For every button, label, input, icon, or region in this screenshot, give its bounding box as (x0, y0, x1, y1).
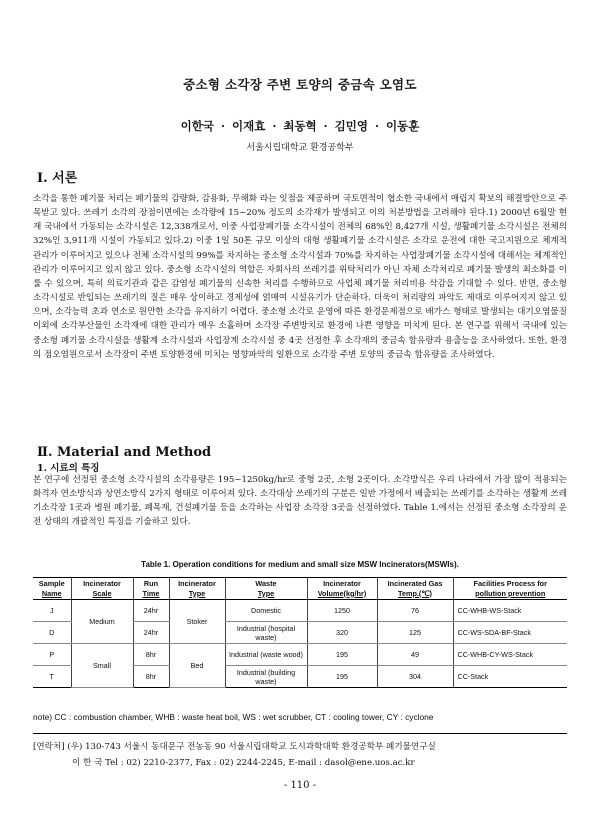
header-gas-temp: Incinerated Gas Temp.(℃) (377, 578, 453, 600)
cell-facility: CC-WS-SDA-BF-Stack (453, 622, 567, 644)
page-number: - 110 - (283, 780, 317, 791)
table-header-row (33, 578, 567, 600)
cell-temp: 125 (377, 622, 453, 644)
cell-temp: 49 (377, 644, 453, 666)
cell-run-time: 24hr (133, 622, 169, 644)
cell-facility: CC-WHB-WS-Stack (453, 600, 567, 622)
cell-sample: T (33, 666, 71, 688)
paper-title: 중소형 소각장 주변 토양의 중금속 오염도 (183, 77, 417, 92)
header-run-time: Run Time (133, 578, 169, 600)
cell-sample: J (33, 600, 71, 622)
cell-scale-small: Small (71, 644, 133, 688)
header-sample-name: Sample Name (33, 578, 71, 600)
cell-facility: CC-Stack (453, 666, 567, 688)
author-list: 이한국 · 이재효 · 최동혁 · 김민영 · 이동훈 (180, 119, 420, 133)
cell-waste: Industrial (waste wood) (225, 644, 307, 666)
table-note: note) CC : combustion chamber, WHB : waste heat boil, WS : wet scrubber, CT : cooling tower, CY : cyclone (33, 712, 434, 722)
footer-divider (33, 733, 567, 734)
method-paragraph: 본 연구에 선정된 중소형 소각시설의 소각용량은 195~1250kg/hr로 중형 2곳, 소형 2곳이다. 소각방식은 우리 나라에서 가장 많이 적용되는 화격자 연소방식과 상연소방식 2가지 형태로 이루어져 있다. 소각대상 쓰레기의 구분은 일반 가정에서 배출되는 쓰레기를 소각하는 생활계 쓰레기소각장 1곳과 병원 폐기물, 폐목재, 건설폐기물 등을 소각하는 사업장 소각장 3곳을 선정하였다. Table 1.에서는 선정된 중소형 소각장의 운전 상태의 개괄적인 특징을 기술하고 있다. (33, 475, 567, 528)
table-row (33, 600, 567, 622)
cell-waste: Domestic (225, 600, 307, 622)
header-incinerator-volume: Incinerator Volume(kg/hr) (307, 578, 377, 600)
cell-run-time: 24hr (133, 600, 169, 622)
subsection-heading-samples: 1. 시료의 특징 (37, 463, 100, 474)
header-incinerator-scale: Incinerator Scale (71, 578, 133, 600)
introduction-paragraph: 소각을 통한 폐기물 처리는 폐기물의 감량화, 감용화, 무해화 라는 잇점을 제공하며 국토면적이 협소한 국내에서 매립지 확보의 해결방안으로 주목받고 있다. 쓰레기 소각의 장점이면에는 소각량에 15~20% 정도의 소각재가 발생되고 이의 처분방법을 고려해야 된다.1) 2000년 6월말 현재 국내에서 가동되는 소각시설은 12,338개로서, 이중 사업장폐기물 소각시설이 전체의 68%인 8,427개 시설, 생활폐기물 소각시설은 전체의 32%인 3,911개 시설이 가동되고 있다.2) 이중 1일 50톤 규모 이상의 대형 생활폐기물 소각시설은 소각로 운전에 대한 국고지원으로 체계적 관리가 이루어지고 있으나 전체 소각시설의 99%를 차지하는 중소형 소각시설과 70%를 차지하는 사업장폐기물 소각시설에 대해서는 체계적인 관리가 이루어지고 있지 않고 있다. 중소형 소각시설의 역할은 자회사의 쓰레기를 위탁처리가 아닌 자체 소각처리로 폐기물 발생의 최소화를 이룰 수 있으며, 특히 의료기관과 같은 감염성 폐기물의 신속한 처리를 수행하므로 사업체 폐기물 처리비용 삭감을 기대할 수 있다. 반면, 중소형 소각시설로 반입되는 쓰레기의 질은 매우 상이하고 경제성에 얽매여 시설유기가 단순하다. 더욱이 처리량의 파악도 제대로 이루어지지 않고 있으며, 소각능력 초과 연소로 원만한 소각을 유지하기 어렵다. 중소형 소각로 운영에 따른 환경문제점으로 배가스 형태로 발생되는 대기오염물질 이외에 소각부산물인 소각재에 대한 관리가 매우 소홀하며 소각장 주변방치로 환경에 나쁜 영향을 미치게 된다. 본 연구를 위해서 국내에 있는 중소형 폐기물 소각시설을 생활계 소각시설과 사업장계 소각시설 중 4곳 선정한 후 소각재의 중금속 함유량과 용출능을 조사하였다. 또한, 환경의 점오염원으로서 소각장이 주변 토양환경에 미치는 영향파악의 일환으로 소각장 주변 토양의 중금속 함유량을 조사하였다. (33, 194, 567, 360)
cell-sample: D (33, 622, 71, 644)
cell-volume: 320 (307, 622, 377, 644)
header-waste-type: Waste Type (225, 578, 307, 600)
table-caption: Table 1. Operation conditions for medium and small size MSW Incinerators(MSWIs). (141, 560, 459, 569)
cell-run-time: 8hr (133, 666, 169, 688)
cell-volume: 195 (307, 666, 377, 688)
header-facilities-process: Facilities Process for pollution prevention (453, 578, 567, 600)
operation-conditions-table (33, 577, 567, 688)
cell-facility: CC-WHB-CY-WS-Stack (453, 644, 567, 666)
cell-temp: 76 (377, 600, 453, 622)
section-heading-introduction: Ⅰ. 서론 (37, 171, 78, 186)
header-incinerator-type: Incinerator Type (169, 578, 225, 600)
cell-volume: 1250 (307, 600, 377, 622)
cell-waste: Industrial (hospital waste) (225, 622, 307, 644)
contact-address: [연락처] (우) 130-743 서울시 동대문구 전농동 90 서울시립대학교 도시과학대학 환경공학부 폐기물연구실 (33, 742, 436, 752)
cell-volume: 195 (307, 644, 377, 666)
cell-temp: 304 (377, 666, 453, 688)
cell-run-time: 8hr (133, 644, 169, 666)
cell-waste: Industrial (building waste) (225, 666, 307, 688)
contact-details: 이 한 국 Tel : 02) 2210-2377, Fax : 02) 2244-2245, E-mail : dasol@ene.uos.ac.kr (72, 758, 415, 768)
cell-type-stoker: Stoker (169, 600, 225, 644)
cell-sample: P (33, 644, 71, 666)
section-heading-method: Ⅱ. Material and Method (37, 445, 212, 460)
affiliation: 서울시립대학교 환경공학부 (246, 143, 354, 153)
table-row (33, 644, 567, 666)
cell-scale-medium: Medium (71, 600, 133, 644)
cell-type-bed: Bed (169, 644, 225, 688)
